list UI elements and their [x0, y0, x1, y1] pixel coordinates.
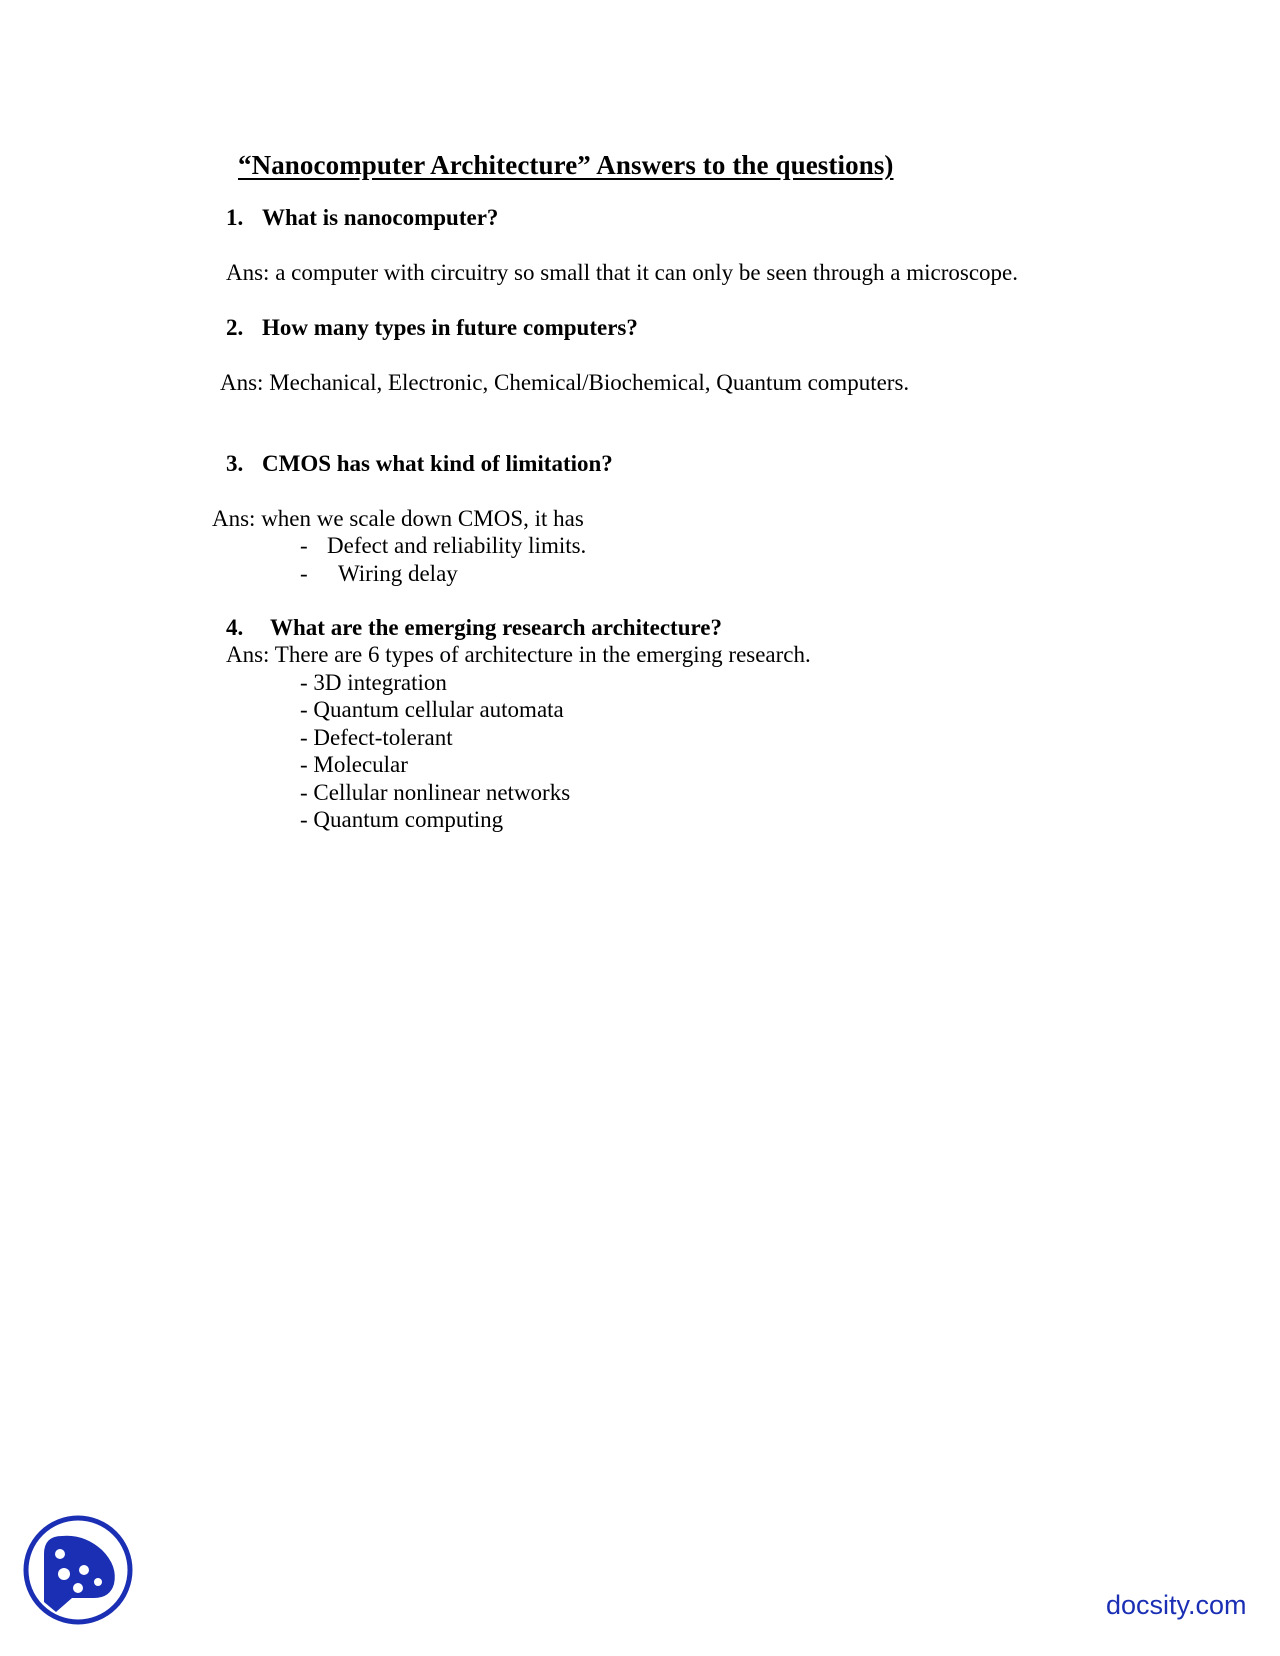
brand-link[interactable]: docsity.com — [1106, 1590, 1247, 1620]
list-item: - Quantum cellular automata — [300, 697, 564, 722]
answer-1: Ans: a computer with circuitry so small that it can only be seen through a microscope. — [226, 260, 1019, 285]
question-text: What are the emerging research architecture? — [270, 615, 722, 640]
list-item: - Defect and reliability limits. — [300, 533, 587, 558]
question-number: 3. — [226, 451, 244, 476]
question-text: CMOS has what kind of limitation? — [262, 451, 613, 476]
answer-3: Ans: when we scale down CMOS, it has — [212, 506, 584, 531]
question-number: 1. — [226, 205, 244, 230]
list-item: - Defect-tolerant — [300, 725, 453, 750]
question-number: 2. — [226, 315, 244, 340]
question-number: 4. — [226, 615, 244, 640]
list-item: - Quantum computing — [300, 807, 504, 832]
list-item: - 3D integration — [300, 670, 447, 695]
list-item: - Molecular — [300, 752, 408, 777]
list-item: - Wiring delay — [300, 561, 458, 586]
page-title: “Nanocomputer Architecture” Answers to the questions) — [238, 150, 894, 180]
list-item: - Cellular nonlinear networks — [300, 780, 571, 805]
question-4 — [226, 615, 722, 641]
answer-2: Ans: Mechanical, Electronic, Chemical/Biochemical, Quantum computers. — [220, 370, 910, 395]
docsity-logo-icon — [22, 1514, 134, 1626]
question-2 — [226, 315, 638, 341]
question-text: How many types in future computers? — [262, 315, 638, 340]
question-1 — [226, 205, 498, 231]
question-text: What is nanocomputer? — [262, 205, 499, 230]
answer-4: Ans: There are 6 types of architecture in the emerging research. — [226, 642, 811, 667]
question-3 — [226, 451, 613, 477]
